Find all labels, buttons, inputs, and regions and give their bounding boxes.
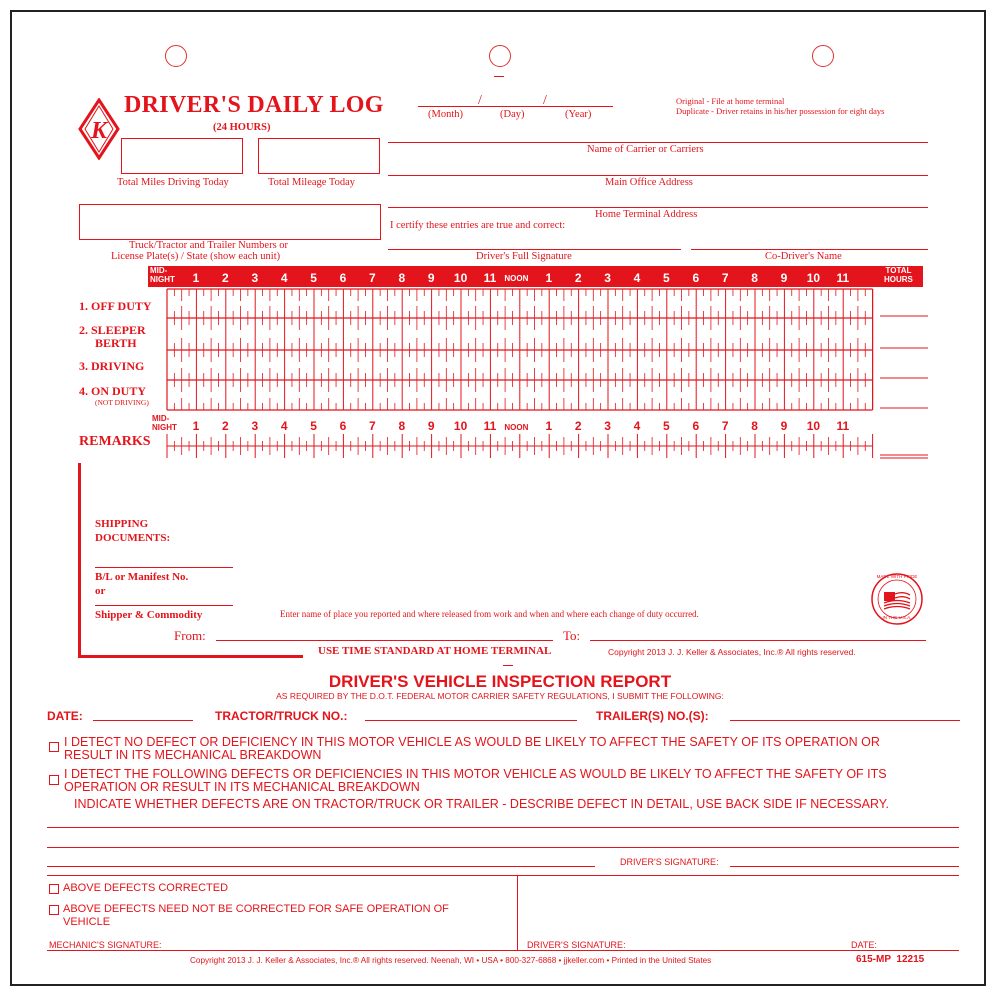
defects-not-corrected-checkbox[interactable] xyxy=(49,905,59,915)
log-title: DRIVER'S DAILY LOG xyxy=(124,92,384,118)
lower-hour-label: 4 xyxy=(633,419,641,433)
header-hour-label: 3 xyxy=(604,271,611,285)
header-hour-label: 5 xyxy=(663,271,670,285)
copyright-top: Copyright 2013 J. J. Keller & Associates, Inc.® All rights reserved. xyxy=(608,647,856,657)
shipping-documents-label: SHIPPING DOCUMENTS: xyxy=(95,518,171,544)
enter-place-text: Enter name of place you reported and where released from work and when and where each change of duty occurred. xyxy=(280,609,699,619)
dvir-title: DRIVER'S VEHICLE INSPECTION REPORT xyxy=(328,672,672,691)
remarks-bracket-horizontal xyxy=(78,655,303,658)
defect-description-line-2[interactable] xyxy=(47,847,959,848)
dvir-driver-signature-label: DRIVER'S SIGNATURE: xyxy=(620,857,719,867)
lower-hour-label: 11 xyxy=(836,419,850,433)
no-defect-checkbox[interactable] xyxy=(49,742,59,752)
lower-hour-label: 9 xyxy=(780,419,788,433)
lower-hour-label: 4 xyxy=(280,419,288,433)
dvir-driver-signature-line[interactable] xyxy=(730,866,959,867)
main-office-label: Main Office Address xyxy=(605,177,693,188)
defects-corrected-checkbox[interactable] xyxy=(49,884,59,894)
date-separator: / xyxy=(543,93,547,108)
header-hour-label: 6 xyxy=(692,271,700,285)
lower-midnight-label: MID- NIGHT xyxy=(152,414,177,432)
header-hour-label: 2 xyxy=(222,271,229,285)
defects-corrected-label: ABOVE DEFECTS CORRECTED xyxy=(63,882,229,894)
dvir-column-divider xyxy=(517,875,518,951)
signature-line[interactable] xyxy=(47,950,959,951)
lower-hour-label: 2 xyxy=(222,419,229,433)
dvir-date-line[interactable] xyxy=(93,720,193,721)
header-hour-label: 10 xyxy=(453,271,468,285)
header-hour-label: 6 xyxy=(339,271,347,285)
lower-hour-label: 8 xyxy=(398,419,406,433)
date-day-label: (Day) xyxy=(500,109,525,120)
mechanic-signature-label: MECHANIC'S SIGNATURE: xyxy=(49,940,162,950)
lower-hour-label: 7 xyxy=(721,419,729,433)
date-year-label: (Year) xyxy=(565,109,592,120)
remarks-bracket-vertical xyxy=(78,463,81,658)
header-noon-label: NOON xyxy=(504,274,529,283)
header-hour-label: 2 xyxy=(574,271,582,285)
header-hour-label: 7 xyxy=(721,271,729,285)
dvir-tractor-line[interactable] xyxy=(365,720,577,721)
dvir-driver-signature-label-2: DRIVER'S SIGNATURE: xyxy=(527,940,626,950)
copies-note-original: Original - File at home terminal xyxy=(676,96,785,106)
lower-hour-label: 1 xyxy=(545,419,553,433)
lower-hour-label: 10 xyxy=(453,419,468,433)
header-hour-label: 9 xyxy=(427,271,435,285)
header-hour-label: 1 xyxy=(545,271,553,285)
no-defect-text: I DETECT NO DEFECT OR DEFICIENCY IN THIS MOTOR VEHICLE AS WOULD BE LIKELY TO AFFECT THE SAFETY OF ITS OPERATION OR RESULT IN ITS MECHANICAL BREAKDOWN xyxy=(64,735,880,762)
dvir-subtitle: AS REQUIRED BY THE D.O.T. FEDERAL MOTOR CARRIER SAFETY REGULATIONS, I SUBMIT THE FOLLOWING: xyxy=(276,691,724,701)
dvir-date-label: DATE: xyxy=(47,709,83,723)
date-separator: / xyxy=(478,93,482,108)
copies-note-duplicate: Duplicate - Driver retains in his/her possession for eight days xyxy=(676,106,885,116)
log-subtitle: (24 HOURS) xyxy=(213,122,271,133)
lower-noon-label: NOON xyxy=(504,423,529,432)
defect-checkbox[interactable] xyxy=(49,775,59,785)
duty-off-label: 1. OFF DUTY xyxy=(79,299,152,313)
dvir-date-label-2: DATE: xyxy=(851,940,877,950)
dvir-trailer-line[interactable] xyxy=(730,720,960,721)
dvir-tractor-label: TRACTOR/TRUCK NO.: xyxy=(215,709,348,723)
lower-hour-label: 8 xyxy=(751,419,758,433)
driver-signature-label: Driver's Full Signature xyxy=(476,251,572,262)
remarks-label: REMARKS xyxy=(79,434,151,449)
header-hour-label: 4 xyxy=(633,271,641,285)
carrier-label: Name of Carrier or Carriers xyxy=(587,144,704,155)
shipping-line[interactable] xyxy=(95,567,233,568)
lower-hour-label: 3 xyxy=(604,419,611,433)
header-total-hours-label: TOTAL HOURS xyxy=(884,266,913,284)
header-hour-label: 4 xyxy=(280,271,288,285)
center-mark xyxy=(503,665,513,666)
lower-hour-label: 2 xyxy=(574,419,582,433)
defects-not-corrected-label: ABOVE DEFECTS NEED NOT BE CORRECTED FOR SAFE OPERATION OF VEHICLE xyxy=(63,903,449,928)
total-mileage-label: Total Mileage Today xyxy=(268,177,355,188)
header-hour-label: 3 xyxy=(251,271,259,285)
certify-text: I certify these entries are true and correct: xyxy=(390,220,566,231)
lower-hour-label: 10 xyxy=(806,419,821,433)
duty-on-label-line2: (NOT DRIVING) xyxy=(95,398,149,407)
from-label: From: xyxy=(174,628,206,643)
truck-label-line1: Truck/Tractor and Trailer Numbers or xyxy=(129,240,289,251)
lower-hour-label: 3 xyxy=(251,419,259,433)
defect-description-line-1[interactable] xyxy=(47,827,959,828)
lower-hour-label: 6 xyxy=(339,419,347,433)
dvir-section-divider xyxy=(47,875,959,876)
header-hour-label: 10 xyxy=(806,271,821,285)
to-line[interactable] xyxy=(590,640,926,641)
dvir-trailer-label: TRAILER(S) NO.(S): xyxy=(596,709,709,723)
defect-text: I DETECT THE FOLLOWING DEFECTS OR DEFICIENCIES IN THIS MOTOR VEHICLE AS WOULD BE LIKELY TO AFFECT THE SAFETY OF ITS OPERATION OR RESULT IN ITS MECHANICAL BREAKDOWN xyxy=(64,767,887,794)
bl-line[interactable] xyxy=(95,605,233,606)
from-line[interactable] xyxy=(216,640,553,641)
shipper-commodity-label: Shipper & Commodity xyxy=(95,609,203,621)
header-hour-label: 11 xyxy=(483,271,497,285)
seal-text-top: MADE WITH PRIDE xyxy=(876,574,918,579)
home-terminal-label: Home Terminal Address xyxy=(595,209,698,220)
codriver-label: Co-Driver's Name xyxy=(765,251,842,262)
duty-on-label: 4. ON DUTY xyxy=(79,384,147,398)
header-hour-label: 5 xyxy=(310,271,317,285)
lower-hour-label: 1 xyxy=(192,419,200,433)
duty-sleeper-label: 2. SLEEPER xyxy=(79,323,146,337)
header-hour-label: 8 xyxy=(398,271,406,285)
total-miles-label: Total Miles Driving Today xyxy=(117,177,229,188)
date-month-label: (Month) xyxy=(428,109,463,120)
time-standard-text: USE TIME STANDARD AT HOME TERMINAL xyxy=(318,645,552,657)
header-hour-label: 8 xyxy=(751,271,758,285)
header-hour-label: 7 xyxy=(369,271,376,285)
lower-hour-label: 6 xyxy=(692,419,700,433)
lower-hour-label: 5 xyxy=(663,419,670,433)
header-hour-label: 1 xyxy=(192,271,200,285)
duty-sleeper-label-line2: BERTH xyxy=(95,336,137,350)
seal-text-bottom: IN THE U.S.A. xyxy=(882,615,912,620)
svg-text:K: K xyxy=(90,118,108,144)
header-hour-label: 9 xyxy=(780,271,788,285)
copyright-bottom: Copyright 2013 J. J. Keller & Associates, Inc.® All rights reserved. Neenah, WI • USA • 800-327-6868 • jjkeller.com • Printed in the United States xyxy=(190,956,712,965)
to-label: To: xyxy=(563,628,581,643)
lower-hour-label: 7 xyxy=(369,419,376,433)
form-number: 615-MP 12215 xyxy=(856,954,925,965)
bl-manifest-label: B/L or Manifest No. or xyxy=(95,571,189,597)
duty-driving-label: 3. DRIVING xyxy=(79,359,145,373)
truck-label-line2: License Plate(s) / State (show each unit) xyxy=(111,251,281,262)
lower-hour-label: 11 xyxy=(483,419,497,433)
defect-description-line-3[interactable] xyxy=(47,866,595,867)
header-midnight-label: MID- NIGHT xyxy=(150,266,175,284)
indicate-text: INDICATE WHETHER DEFECTS ARE ON TRACTOR/TRUCK OR TRAILER - DESCRIBE DEFECT IN DETAIL, USE BACK SIDE IF NECESSARY. xyxy=(74,797,889,811)
lower-hour-label: 9 xyxy=(427,419,435,433)
header-hour-label: 11 xyxy=(836,271,850,285)
lower-hour-label: 5 xyxy=(310,419,317,433)
